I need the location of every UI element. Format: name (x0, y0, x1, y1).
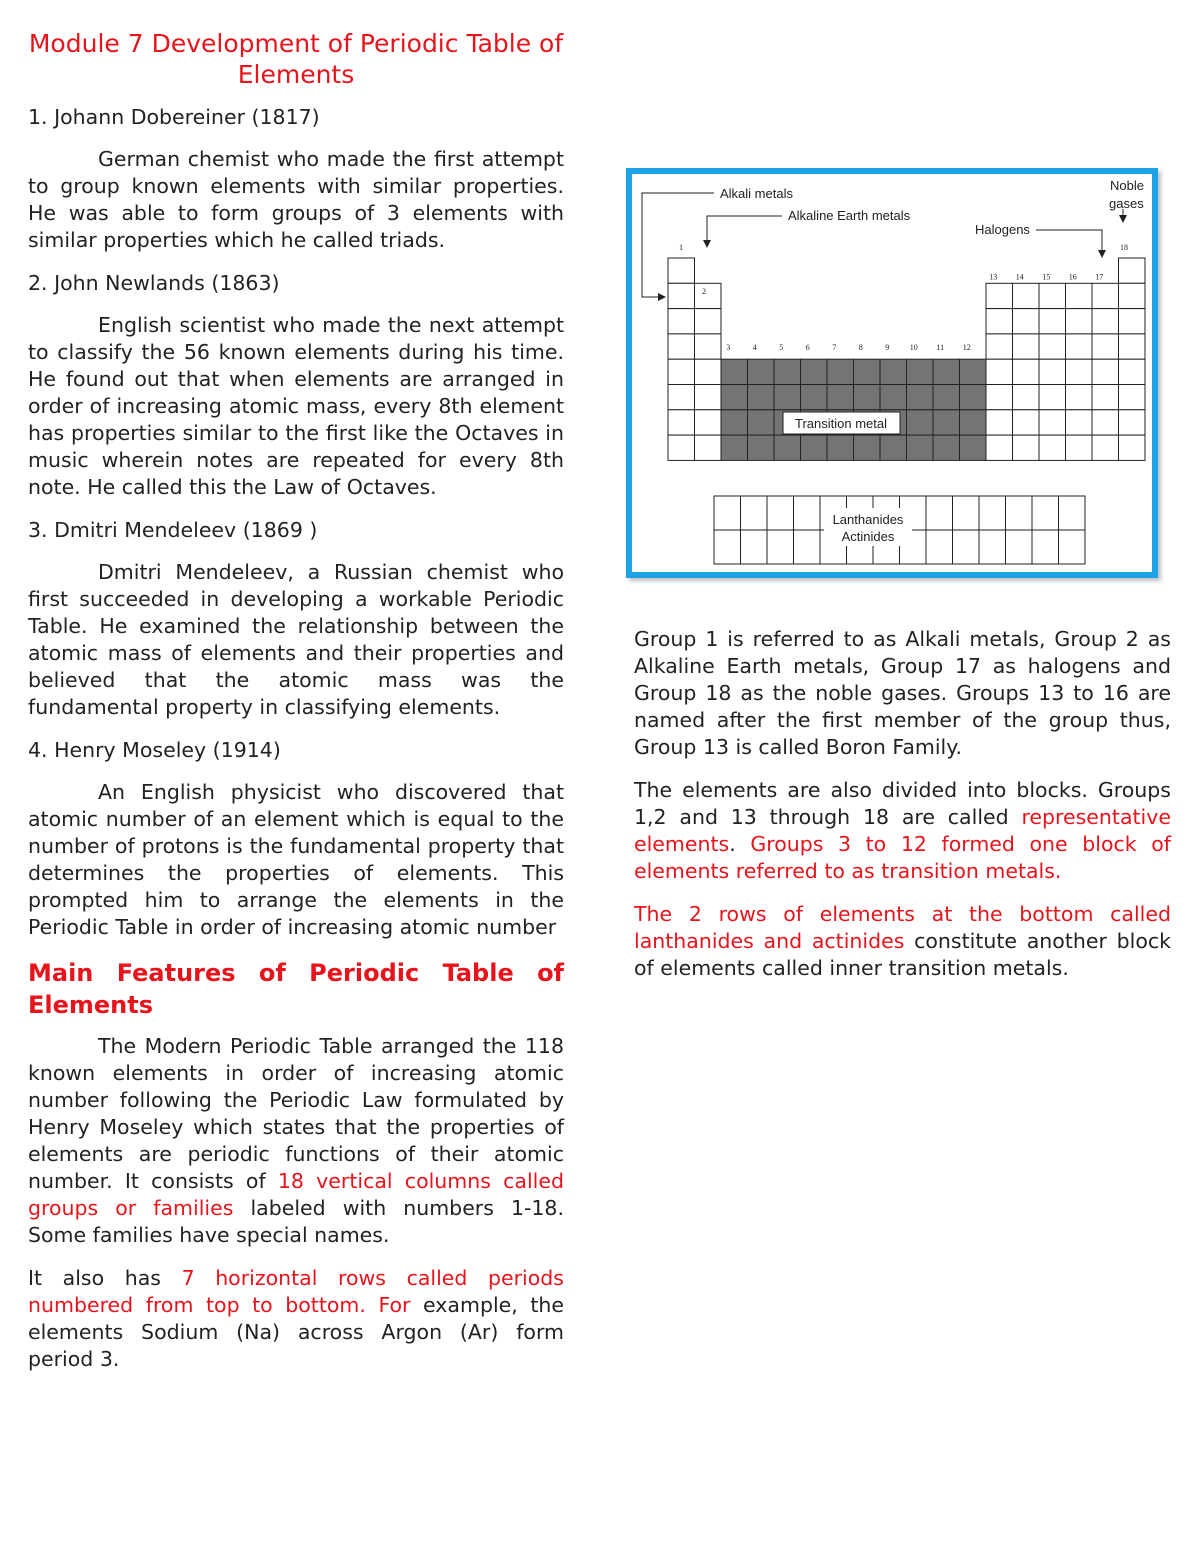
scientist-moseley (28, 737, 564, 941)
inner-transition-cell (953, 496, 980, 530)
inner-transition-cell (1032, 530, 1059, 564)
transition-cell (854, 385, 881, 410)
transition-cell (907, 435, 934, 460)
element-cell (1119, 410, 1146, 435)
element-cell (1119, 435, 1146, 460)
element-cell (668, 283, 695, 308)
inner-transition-cell (794, 530, 821, 564)
transition-cell (960, 385, 987, 410)
element-cell (1119, 309, 1146, 334)
group-number: 11 (936, 342, 945, 352)
inner-transition-cell (1006, 530, 1033, 564)
transition-cell (721, 385, 748, 410)
element-cell (1013, 309, 1040, 334)
periodic-table-figure (626, 168, 1158, 578)
highlight-lanthanides-actinides: The 2 rows of elements at the bottom called lanthanides and actinides (634, 902, 1171, 953)
element-cell (1092, 410, 1119, 435)
element-cell (1039, 334, 1066, 359)
element-cell (695, 385, 722, 410)
group-number: 7 (832, 342, 837, 352)
inner-transition-cell (767, 496, 794, 530)
transition-cell (960, 359, 987, 384)
transition-cell (960, 410, 987, 435)
element-cell (1066, 359, 1093, 384)
element-cell (1119, 359, 1146, 384)
inner-transition-cell (926, 530, 953, 564)
highlight-periods: 7 horizontal rows called periods numbered from top to bottom. For (28, 1266, 564, 1317)
scientist-heading: 3. Dmitri Mendeleev (1869 ) (28, 518, 318, 542)
text-run: The Modern Periodic Table arranged the 118 known elements in order of increasing atomic number following the Periodic Law formulated by Henry Moseley which states that the properties of elements are periodic functions of their atomic number. It consists of (28, 1034, 564, 1193)
element-cell (1066, 334, 1093, 359)
transition-cell (933, 385, 960, 410)
transition-cell (748, 359, 775, 384)
section-heading-line2: Elements (28, 991, 154, 1019)
group-number: 12 (962, 342, 971, 352)
inner-transition-cell (1059, 530, 1086, 564)
group-number: 6 (805, 342, 810, 352)
scientist-newlands (28, 270, 564, 501)
left-column (28, 104, 564, 1389)
transition-cell (748, 410, 775, 435)
element-cell (1092, 435, 1119, 460)
element-cell (668, 435, 695, 460)
transition-cell (801, 359, 828, 384)
element-cell (1119, 334, 1146, 359)
group-number: 15 (1042, 272, 1051, 282)
transition-cell (907, 359, 934, 384)
element-cell (1039, 435, 1066, 460)
transition-cell (721, 435, 748, 460)
label-halogens: Halogens (975, 222, 1030, 237)
scientist-heading: 1. Johann Dobereiner (1817) (28, 105, 320, 129)
element-cell (1066, 309, 1093, 334)
scientist-description: German chemist who made the first attempt to group known elements with similar properties. He was able to form groups of 3 elements with similar properties which he called triads. (28, 147, 564, 252)
section-heading (28, 957, 564, 1021)
inner-transition-cell (979, 530, 1006, 564)
transition-cell (933, 410, 960, 435)
inner-transition-cell (1059, 496, 1086, 530)
transition-cell (827, 435, 854, 460)
element-cell (986, 435, 1013, 460)
section-heading-line1: Main Features of Periodic Table of (28, 959, 564, 987)
scientist-heading: 2. John Newlands (1863) (28, 271, 280, 295)
features-paragraph-groups (28, 1033, 564, 1249)
inner-transition-paragraph (634, 901, 1171, 982)
label-lanthanides: Lanthanides (832, 512, 904, 527)
element-cell (986, 283, 1013, 308)
element-cell (695, 359, 722, 384)
inner-transition-cell (979, 496, 1006, 530)
transition-cell (854, 359, 881, 384)
element-cell (1119, 385, 1146, 410)
element-cell (668, 258, 695, 283)
transition-cell (880, 359, 907, 384)
transition-cell (880, 435, 907, 460)
element-cell (1013, 334, 1040, 359)
inner-transition-cell (741, 496, 768, 530)
transition-cell (960, 435, 987, 460)
scientist-description: An English physicist who discovered that atomic number of an element which is equal to the number of protons is the fundamental property that determines the properties of elements. This prompted him to arrange the elements in the Periodic Table in order of increasing atomic number (28, 780, 564, 939)
text-run: constitute another block of elements called inner transition metals. (634, 929, 1172, 980)
group-number: 4 (752, 342, 757, 352)
element-cell (668, 359, 695, 384)
transition-cell (748, 435, 775, 460)
element-cell (1119, 283, 1146, 308)
scientist-dobereiner (28, 104, 564, 254)
element-cell (1066, 435, 1093, 460)
transition-cell (721, 410, 748, 435)
inner-transition-cell (767, 530, 794, 564)
transition-cell (907, 410, 934, 435)
blocks-paragraph (634, 777, 1171, 885)
periodic-table-diagram (632, 174, 1152, 572)
highlight-representative: representative elements (634, 805, 1171, 856)
transition-cell (827, 385, 854, 410)
highlight-groups: 18 vertical columns called groups or families (28, 1169, 564, 1220)
transition-cell (774, 359, 801, 384)
element-cell (1092, 309, 1119, 334)
transition-cell (933, 359, 960, 384)
element-cell (695, 283, 722, 308)
element-cell (1013, 359, 1040, 384)
transition-cell (880, 385, 907, 410)
group-number: 16 (1068, 272, 1077, 282)
group-number: 5 (779, 342, 784, 352)
transition-cell (907, 385, 934, 410)
group-number: 8 (858, 342, 863, 352)
element-cell (1092, 334, 1119, 359)
label-actinides: Actinides (841, 529, 895, 544)
inner-transition-cell (1006, 496, 1033, 530)
inner-transition-cell (794, 496, 821, 530)
element-cell (986, 385, 1013, 410)
transition-cell (774, 385, 801, 410)
group-number: 1 (679, 243, 683, 252)
element-cell (668, 410, 695, 435)
inner-transition-cell (714, 496, 741, 530)
label-alkali-metals: Alkali metals (720, 186, 793, 201)
transition-cell (801, 385, 828, 410)
element-cell (1039, 410, 1066, 435)
transition-cell (933, 435, 960, 460)
element-cell (1039, 359, 1066, 384)
element-cell (1039, 309, 1066, 334)
element-cell (1092, 359, 1119, 384)
element-cell (1066, 385, 1093, 410)
element-cell (1092, 385, 1119, 410)
label-transition-metals: Transition metal (795, 416, 887, 431)
inner-transition-cell (926, 496, 953, 530)
element-cell (1039, 283, 1066, 308)
group-number: 13 (989, 272, 998, 282)
element-cell (986, 309, 1013, 334)
transition-cell (774, 435, 801, 460)
element-cell (695, 410, 722, 435)
inner-transition-cell (741, 530, 768, 564)
element-cell (668, 334, 695, 359)
group-number: 18 (1120, 243, 1128, 252)
text-run: The elements are also divided into blocks. Groups 1,2 and 13 through 18 are called (634, 778, 1171, 829)
scientist-heading: 4. Henry Moseley (1914) (28, 738, 281, 762)
text-run: labeled with numbers 1-18. Some families have special names. (28, 1196, 564, 1247)
element-cell (668, 385, 695, 410)
transition-cell (827, 359, 854, 384)
right-column (634, 626, 1171, 998)
text-run: . (729, 832, 751, 856)
element-cell (986, 410, 1013, 435)
scientist-mendeleev (28, 517, 564, 721)
element-cell (986, 359, 1013, 384)
highlight-transition: Groups 3 to 12 formed one block of elements referred to as transition metals. (634, 832, 1171, 883)
element-cell (1013, 385, 1040, 410)
transition-cell (721, 359, 748, 384)
halogens-pointer (1036, 230, 1102, 257)
label-noble-gases-1: Noble (1110, 178, 1144, 193)
element-cell (1013, 435, 1040, 460)
group-number: 17 (1095, 272, 1104, 282)
groups-names-paragraph: Group 1 is referred to as Alkali metals, Group 2 as Alkaline Earth metals, Group 17 as halogens and Group 18 as the noble gases. Groups 13 to 16 are named after the first member of the group thus, Group 13 is called Boron Family. (634, 627, 1171, 759)
element-cell (1013, 410, 1040, 435)
alkaline-pointer (707, 216, 782, 247)
element-cell (695, 309, 722, 334)
inner-transition-cell (714, 530, 741, 564)
label-noble-gases-2: gases (1109, 196, 1144, 211)
label-alkaline-earth-metals: Alkaline Earth metals (788, 208, 911, 223)
text-run: example, the elements Sodium (Na) across Argon (Ar) form period 3. (28, 1293, 564, 1371)
inner-transition-cell (953, 530, 980, 564)
transition-cell (748, 385, 775, 410)
transition-cell (801, 435, 828, 460)
scientist-description: Dmitri Mendeleev, a Russian chemist who first succeeded in developing a workable Periodic Table. He examined the relationship between the atomic mass of elements and their properties and believed that the atomic mass was the fundamental property in classifying elements. (28, 560, 564, 719)
element-cell (986, 334, 1013, 359)
group-number: 2 (702, 287, 706, 296)
page-title: Module 7 Development of Periodic Table of Elements (28, 29, 564, 89)
element-cell (1039, 385, 1066, 410)
element-cell (695, 435, 722, 460)
element-cell (1066, 283, 1093, 308)
element-cell (1013, 283, 1040, 308)
scientist-description: English scientist who made the next attempt to classify the 56 known elements during his time. He found out that when elements are arranged in order of increasing atomic mass, every 8th element has properties similar to the first like the Octaves in music wherein notes are repeated for every 8th note. He called this the Law of Octaves. (28, 313, 564, 499)
group-number: 14 (1015, 272, 1024, 282)
text-run: It also has (28, 1266, 182, 1290)
element-cell (1066, 410, 1093, 435)
features-paragraph-periods (28, 1265, 564, 1373)
element-cell (1119, 258, 1146, 283)
group-number: 3 (726, 342, 731, 352)
element-cell (668, 309, 695, 334)
transition-cell (854, 435, 881, 460)
element-cell (695, 334, 722, 359)
inner-transition-cell (1032, 496, 1059, 530)
element-cell (1092, 283, 1119, 308)
group-number: 10 (909, 342, 918, 352)
group-number: 9 (885, 342, 890, 352)
